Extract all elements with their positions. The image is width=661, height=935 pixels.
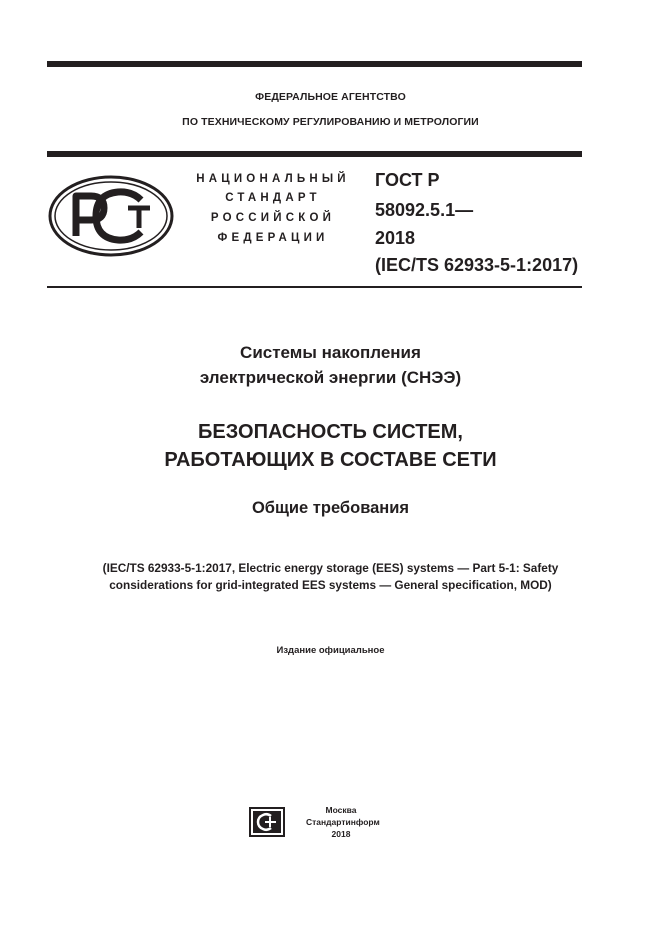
standartinform-logo-icon xyxy=(249,807,285,837)
standard-label-line-4: ФЕДЕРАЦИИ xyxy=(217,232,329,244)
middle-rule xyxy=(47,151,582,157)
designation-line-2: 58092.5.1— xyxy=(375,200,474,220)
agency-line-1: ФЕДЕРАЛЬНОЕ АГЕНТСТВО xyxy=(255,91,406,103)
system-title-line-2: электрической энергии (СНЭЭ) xyxy=(199,368,462,387)
system-title-line-1: Системы накопления xyxy=(240,343,421,362)
designation-line-3: 2018 xyxy=(375,228,416,248)
gost-r-certification-mark-icon xyxy=(46,174,176,258)
international-ref-line-2: considerations for grid-integrated EES systems — General specification, MOD) xyxy=(109,578,552,592)
standard-label-line-2: СТАНДАРТ xyxy=(225,192,321,204)
main-title-line-2: РАБОТАЮЩИХ В СОСТАВЕ СЕТИ xyxy=(164,449,497,471)
subtitle: Общие требования xyxy=(251,499,410,517)
standard-label-line-1: НАЦИОНАЛЬНЫЙ xyxy=(196,173,350,185)
publisher-name: Стандартинформ xyxy=(306,817,380,827)
publisher-city: Москва xyxy=(325,805,357,815)
publisher-year: 2018 xyxy=(331,829,351,839)
main-title-line-1: БЕЗОПАСНОСТЬ СИСТЕМ, xyxy=(198,421,463,443)
designation-line-4: (IEC/TS 62933-5-1:2017) xyxy=(375,255,579,275)
standard-label-line-3: РОССИЙСКОЙ xyxy=(210,212,336,224)
top-rule xyxy=(47,61,582,67)
designation-line-1: ГОСТ Р xyxy=(375,170,440,190)
international-ref-line-1: (IEC/TS 62933-5-1:2017, Electric energy storage (EES) systems — Part 5-1: Safety xyxy=(102,561,559,575)
thin-rule xyxy=(47,286,582,288)
edition-label: Издание официальное xyxy=(276,645,385,656)
agency-line-2: ПО ТЕХНИЧЕСКОМУ РЕГУЛИРОВАНИЮ И МЕТРОЛОГИИ xyxy=(182,116,479,128)
